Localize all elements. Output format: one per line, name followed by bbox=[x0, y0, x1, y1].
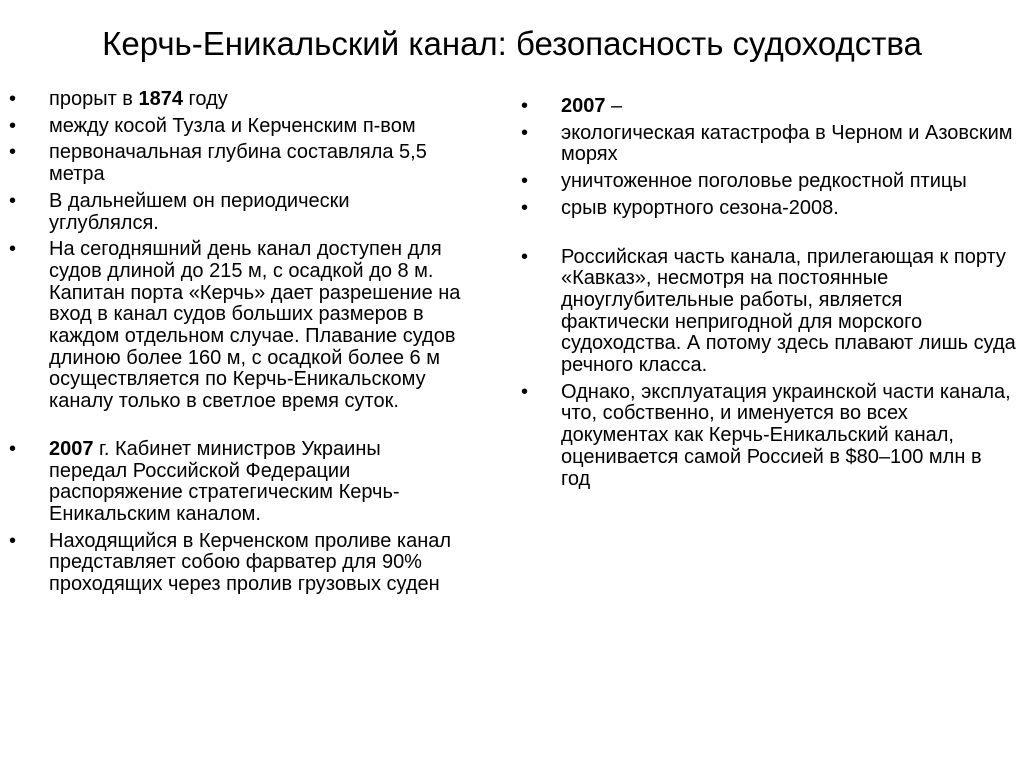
list-item bbox=[9, 191, 461, 234]
item-text: Однако, эксплуатация украинской части канала, что, собственно, и именуется во всех документах как Керчь-Еникальский канал, оценивается самой Россией в $80–100 млн в год bbox=[561, 380, 1011, 490]
list-item bbox=[9, 142, 461, 185]
item-year: 2007 bbox=[49, 437, 94, 460]
list-item bbox=[9, 116, 461, 138]
item-text: срыв курортного сезона-2008. bbox=[561, 196, 839, 219]
list-item bbox=[9, 531, 461, 596]
list-item bbox=[9, 89, 461, 111]
slide-title: Керчь-Еникальский канал: безопасность судоходства bbox=[102, 25, 922, 62]
item-text: первоначальная глубина составляла 5,5 метра bbox=[49, 141, 427, 186]
item-text: между косой Тузла и Керченским п-вом bbox=[49, 114, 416, 137]
item-text: – bbox=[605, 95, 623, 117]
right-bullet-list bbox=[521, 96, 1016, 495]
list-item bbox=[521, 247, 1016, 377]
list-item bbox=[521, 123, 1016, 166]
list-item bbox=[9, 439, 461, 526]
bullet-icon: • bbox=[521, 380, 529, 403]
bullet-icon: • bbox=[521, 245, 529, 268]
bullet-icon: • bbox=[9, 529, 17, 552]
item-text: экологическая катастрофа в Черном и Азовским морях bbox=[561, 121, 1013, 166]
item-text: Находящийся в Керченском проливе канал представляет собою фарватер для 90% проходящих через пролив грузовых суден bbox=[49, 529, 452, 596]
item-text: На сегодняшний день канал доступен для судов длиной до 215 м, с осадкой до 8 м. Капитан порта «Керчь» дает разрешение на вход в канал судов больших размеров в каждом отдельном случае. Плавание судов длиною более 160 м, с осадкой более 6 м осуществляется по Керчь-Еникальскому каналу только в светлое время суток. bbox=[49, 238, 461, 413]
bullet-icon: • bbox=[9, 114, 17, 137]
item-text: уничтоженное поголовье редкостной птицы bbox=[561, 170, 967, 193]
bullet-icon: • bbox=[521, 170, 529, 193]
item-year: 1874 bbox=[138, 88, 183, 110]
bullet-icon: • bbox=[9, 189, 17, 212]
list-item bbox=[521, 198, 1016, 220]
item-text: В дальнейшем он периодически углублялся. bbox=[49, 189, 350, 234]
bullet-icon: • bbox=[521, 121, 529, 144]
bullet-icon: • bbox=[9, 141, 17, 164]
list-item bbox=[521, 171, 1016, 193]
list-item bbox=[9, 239, 461, 413]
bullet-icon: • bbox=[521, 196, 529, 219]
item-text-pre: прорыт в bbox=[49, 88, 139, 110]
list-item bbox=[521, 96, 1016, 118]
bullet-icon: • bbox=[521, 95, 529, 117]
left-bullet-list bbox=[9, 89, 461, 601]
item-year: 2007 bbox=[561, 95, 606, 117]
bullet-icon: • bbox=[9, 238, 17, 261]
bullet-icon: • bbox=[9, 88, 17, 110]
bullet-icon: • bbox=[9, 437, 17, 460]
list-item bbox=[521, 382, 1016, 491]
item-text: Российская часть канала, прилегающая к порту «Кавказ», несмотря на постоянные дноуглубительные работы, является фактически непригодной для морского судоходства. А потому здесь плавают лишь суда речного класса. bbox=[561, 245, 1016, 377]
item-text: г. Кабинет министров Украины передал Российской Федерации распоряжение стратегическим Керчь-Еникальским каналом. bbox=[49, 437, 400, 525]
item-text-post: году bbox=[182, 88, 228, 110]
